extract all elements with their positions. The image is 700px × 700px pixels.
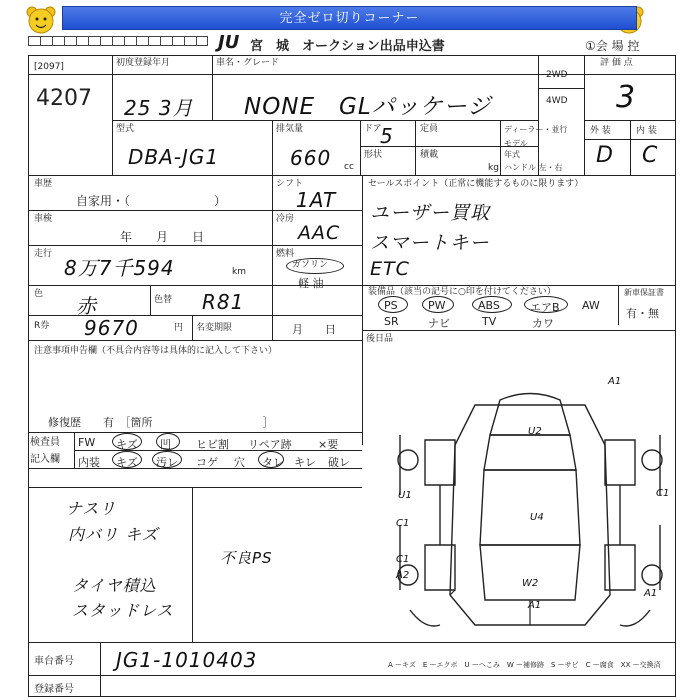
dealer-label: ディーラー・並行 bbox=[504, 125, 568, 134]
model-grade-label: 車名・グレード bbox=[216, 58, 280, 68]
equip-label: 装備品（該当の記号に○印を付けてください） bbox=[368, 287, 556, 297]
selling-point-2: スマートキー bbox=[370, 232, 490, 254]
history-label: 車歴 bbox=[34, 179, 53, 189]
interior-value: C bbox=[642, 143, 659, 168]
load-label: 積載 bbox=[420, 150, 439, 160]
new-car-warranty-label: 新車保証書 bbox=[624, 288, 664, 297]
map-mark-u4: U4 bbox=[530, 512, 544, 523]
equip-pw-circle bbox=[422, 296, 454, 313]
remark-side: 不良PS bbox=[220, 549, 273, 567]
shaken-label: 車検 bbox=[34, 214, 53, 224]
color-code: R81 bbox=[202, 290, 245, 314]
equip-tv: TV bbox=[482, 315, 497, 328]
remark-4: スタッドレス bbox=[72, 601, 174, 620]
check-int-dirt-circle bbox=[152, 451, 182, 468]
equip-leather: カワ bbox=[532, 317, 554, 330]
score-label: 評 価 点 bbox=[600, 58, 633, 68]
capacity-label: 定員 bbox=[420, 124, 439, 134]
recycle-unit: 円 bbox=[174, 323, 184, 333]
new-car-warranty-value: 有・無 bbox=[626, 307, 659, 320]
equip-ps-circle bbox=[378, 296, 408, 313]
model-year-label: モデル 年式 bbox=[504, 139, 528, 159]
lot-number: 4207 bbox=[36, 86, 92, 111]
history-value: 自家用・（ ） bbox=[76, 194, 227, 208]
equip-airbag-circle bbox=[524, 296, 568, 313]
first-reg-label: 初度登録年月 bbox=[116, 58, 171, 68]
remark-3: タイヤ積込 bbox=[72, 576, 157, 595]
small-grid-row bbox=[28, 36, 208, 46]
page-banner: 完全ゼロ切りコーナー bbox=[62, 6, 637, 30]
meigi-value: 月 日 bbox=[292, 323, 336, 336]
doors-label: ドア bbox=[364, 124, 382, 134]
selling-point-1: ユーザー買取 bbox=[370, 202, 491, 224]
check-int-cut: キレ bbox=[294, 456, 316, 469]
org-logo: JU bbox=[218, 32, 240, 53]
map-mark-c1-left: C1 bbox=[396, 518, 410, 529]
mileage-unit: km bbox=[232, 267, 246, 277]
drive-4wd: 4WD bbox=[546, 96, 568, 106]
check-int-scratch: キズ bbox=[116, 456, 138, 469]
check-int: 内装 bbox=[78, 456, 100, 469]
handle-label: ハンドル 左・右 bbox=[504, 163, 563, 172]
equip-airbag: エアB bbox=[530, 301, 560, 314]
map-mark-u1: U1 bbox=[398, 490, 412, 501]
check-int-burn: コゲ bbox=[196, 456, 218, 469]
check-int-tear: 破レ bbox=[328, 456, 350, 469]
check-repair: リペア跡 bbox=[248, 438, 292, 451]
check-fw: FW bbox=[78, 436, 96, 449]
score-value: 3 bbox=[616, 80, 637, 115]
inspector-label: 検査員 bbox=[30, 437, 60, 448]
chassis-value: JG1-1010403 bbox=[116, 648, 258, 672]
displacement-unit: cc bbox=[344, 162, 354, 172]
fuel-gas: ガソリン bbox=[292, 260, 329, 270]
exterior-label: 外 装 bbox=[590, 126, 611, 136]
check-int-dirt: 汚レ bbox=[156, 456, 178, 469]
mileage-value: 8万7千594 bbox=[64, 256, 175, 280]
type-value: DBA-JG1 bbox=[128, 145, 220, 169]
equip-abs-circle bbox=[472, 296, 512, 313]
check-scratch: キズ bbox=[116, 438, 138, 451]
check-int-scratch-circle bbox=[112, 451, 142, 468]
color-value: 赤 bbox=[76, 294, 97, 318]
selling-point-3: ETC bbox=[370, 258, 410, 280]
equip-aw: AW bbox=[582, 299, 600, 312]
type-label: 型式 bbox=[116, 124, 135, 134]
aircon-label: 冷房 bbox=[276, 214, 295, 224]
rear-seat-label: 後日品 bbox=[366, 334, 394, 344]
shift-value: 1AT bbox=[296, 188, 337, 212]
reg-label: 登録番号 bbox=[34, 684, 74, 695]
damage-legend: A ーキズ E ーエクボ U ーへこみ W ー補修跡 S ーサビ C ー腐食 XX ー交換済 bbox=[388, 661, 661, 669]
displacement-value: 660 bbox=[290, 146, 332, 170]
map-mark-c1-right: C1 bbox=[656, 488, 670, 499]
remark-2: 内バリ キズ bbox=[68, 525, 159, 544]
recycle-label: R券 bbox=[34, 321, 50, 331]
interior-label: 内 装 bbox=[636, 126, 657, 136]
repair-label: 修復歴 有 ［箇所 ］ bbox=[48, 416, 274, 429]
first-reg-value: 25 3月 bbox=[124, 96, 194, 120]
color-change-label: 色替 bbox=[154, 295, 173, 305]
equip-pw: PW bbox=[428, 299, 446, 312]
color-label: 色 bbox=[34, 289, 44, 299]
check-crack: ヒビ割 bbox=[196, 438, 229, 451]
check-scratch-circle bbox=[112, 433, 142, 450]
check-needs: ×要 bbox=[318, 438, 339, 451]
record-label: 記入欄 bbox=[30, 454, 60, 465]
equip-sr: SR bbox=[384, 315, 399, 328]
check-int-hole: 穴 bbox=[234, 456, 245, 469]
aircon-value: AAC bbox=[298, 222, 341, 244]
remark-1: ナスリ bbox=[66, 499, 117, 518]
map-mark-a2: A2 bbox=[396, 570, 410, 581]
equip-ps: PS bbox=[384, 299, 398, 312]
doors-value: 5 bbox=[380, 124, 394, 148]
check-dent-circle bbox=[156, 433, 180, 450]
equip-navi: ナビ bbox=[428, 317, 450, 330]
map-mark-a1-bottom: A1 bbox=[528, 600, 542, 611]
map-mark-u2: U2 bbox=[528, 426, 542, 437]
shape-label: 形状 bbox=[364, 150, 383, 160]
chassis-label: 車台番号 bbox=[34, 656, 74, 667]
shaken-value: 年 月 日 bbox=[120, 230, 205, 244]
mileage-label: 走行 bbox=[34, 249, 53, 259]
sheet-code: [2097] bbox=[34, 62, 64, 72]
displacement-label: 排気量 bbox=[276, 124, 304, 134]
map-mark-c1-left2: C1 bbox=[396, 554, 410, 565]
meigi-label: 名変期限 bbox=[196, 323, 233, 333]
equip-abs: ABS bbox=[478, 299, 500, 312]
notes-label: 注意事項申告欄（不具合内容等は具体的に記入して下さい） bbox=[34, 346, 278, 356]
kg-label: kg bbox=[488, 163, 499, 173]
check-dent: 凹 bbox=[160, 438, 171, 451]
fuel-diesel: 軽 油 bbox=[298, 277, 324, 290]
recycle-value: 9670 bbox=[84, 316, 139, 340]
check-int-sag: タレ bbox=[262, 456, 284, 469]
check-int-sag-circle bbox=[258, 451, 284, 468]
venue-label: ①会 場 控 bbox=[585, 39, 640, 53]
model-grade-value: NONE GLパッケージ bbox=[244, 94, 492, 120]
map-mark-a1-top: A1 bbox=[608, 376, 622, 387]
drive-2wd: 2WD bbox=[546, 70, 568, 80]
fuel-label: 燃料 bbox=[276, 249, 295, 259]
exterior-value: D bbox=[596, 143, 614, 168]
org-name: 宮 城 オークション出品申込書 bbox=[250, 39, 445, 54]
map-mark-a1-right: A1 bbox=[644, 588, 658, 599]
bear-mascot-icon bbox=[24, 4, 58, 36]
map-mark-w2: W2 bbox=[522, 578, 539, 589]
shift-label: シフト bbox=[276, 179, 304, 189]
selling-label: セールスポイント（正常に機能するものに限ります） bbox=[368, 179, 584, 189]
